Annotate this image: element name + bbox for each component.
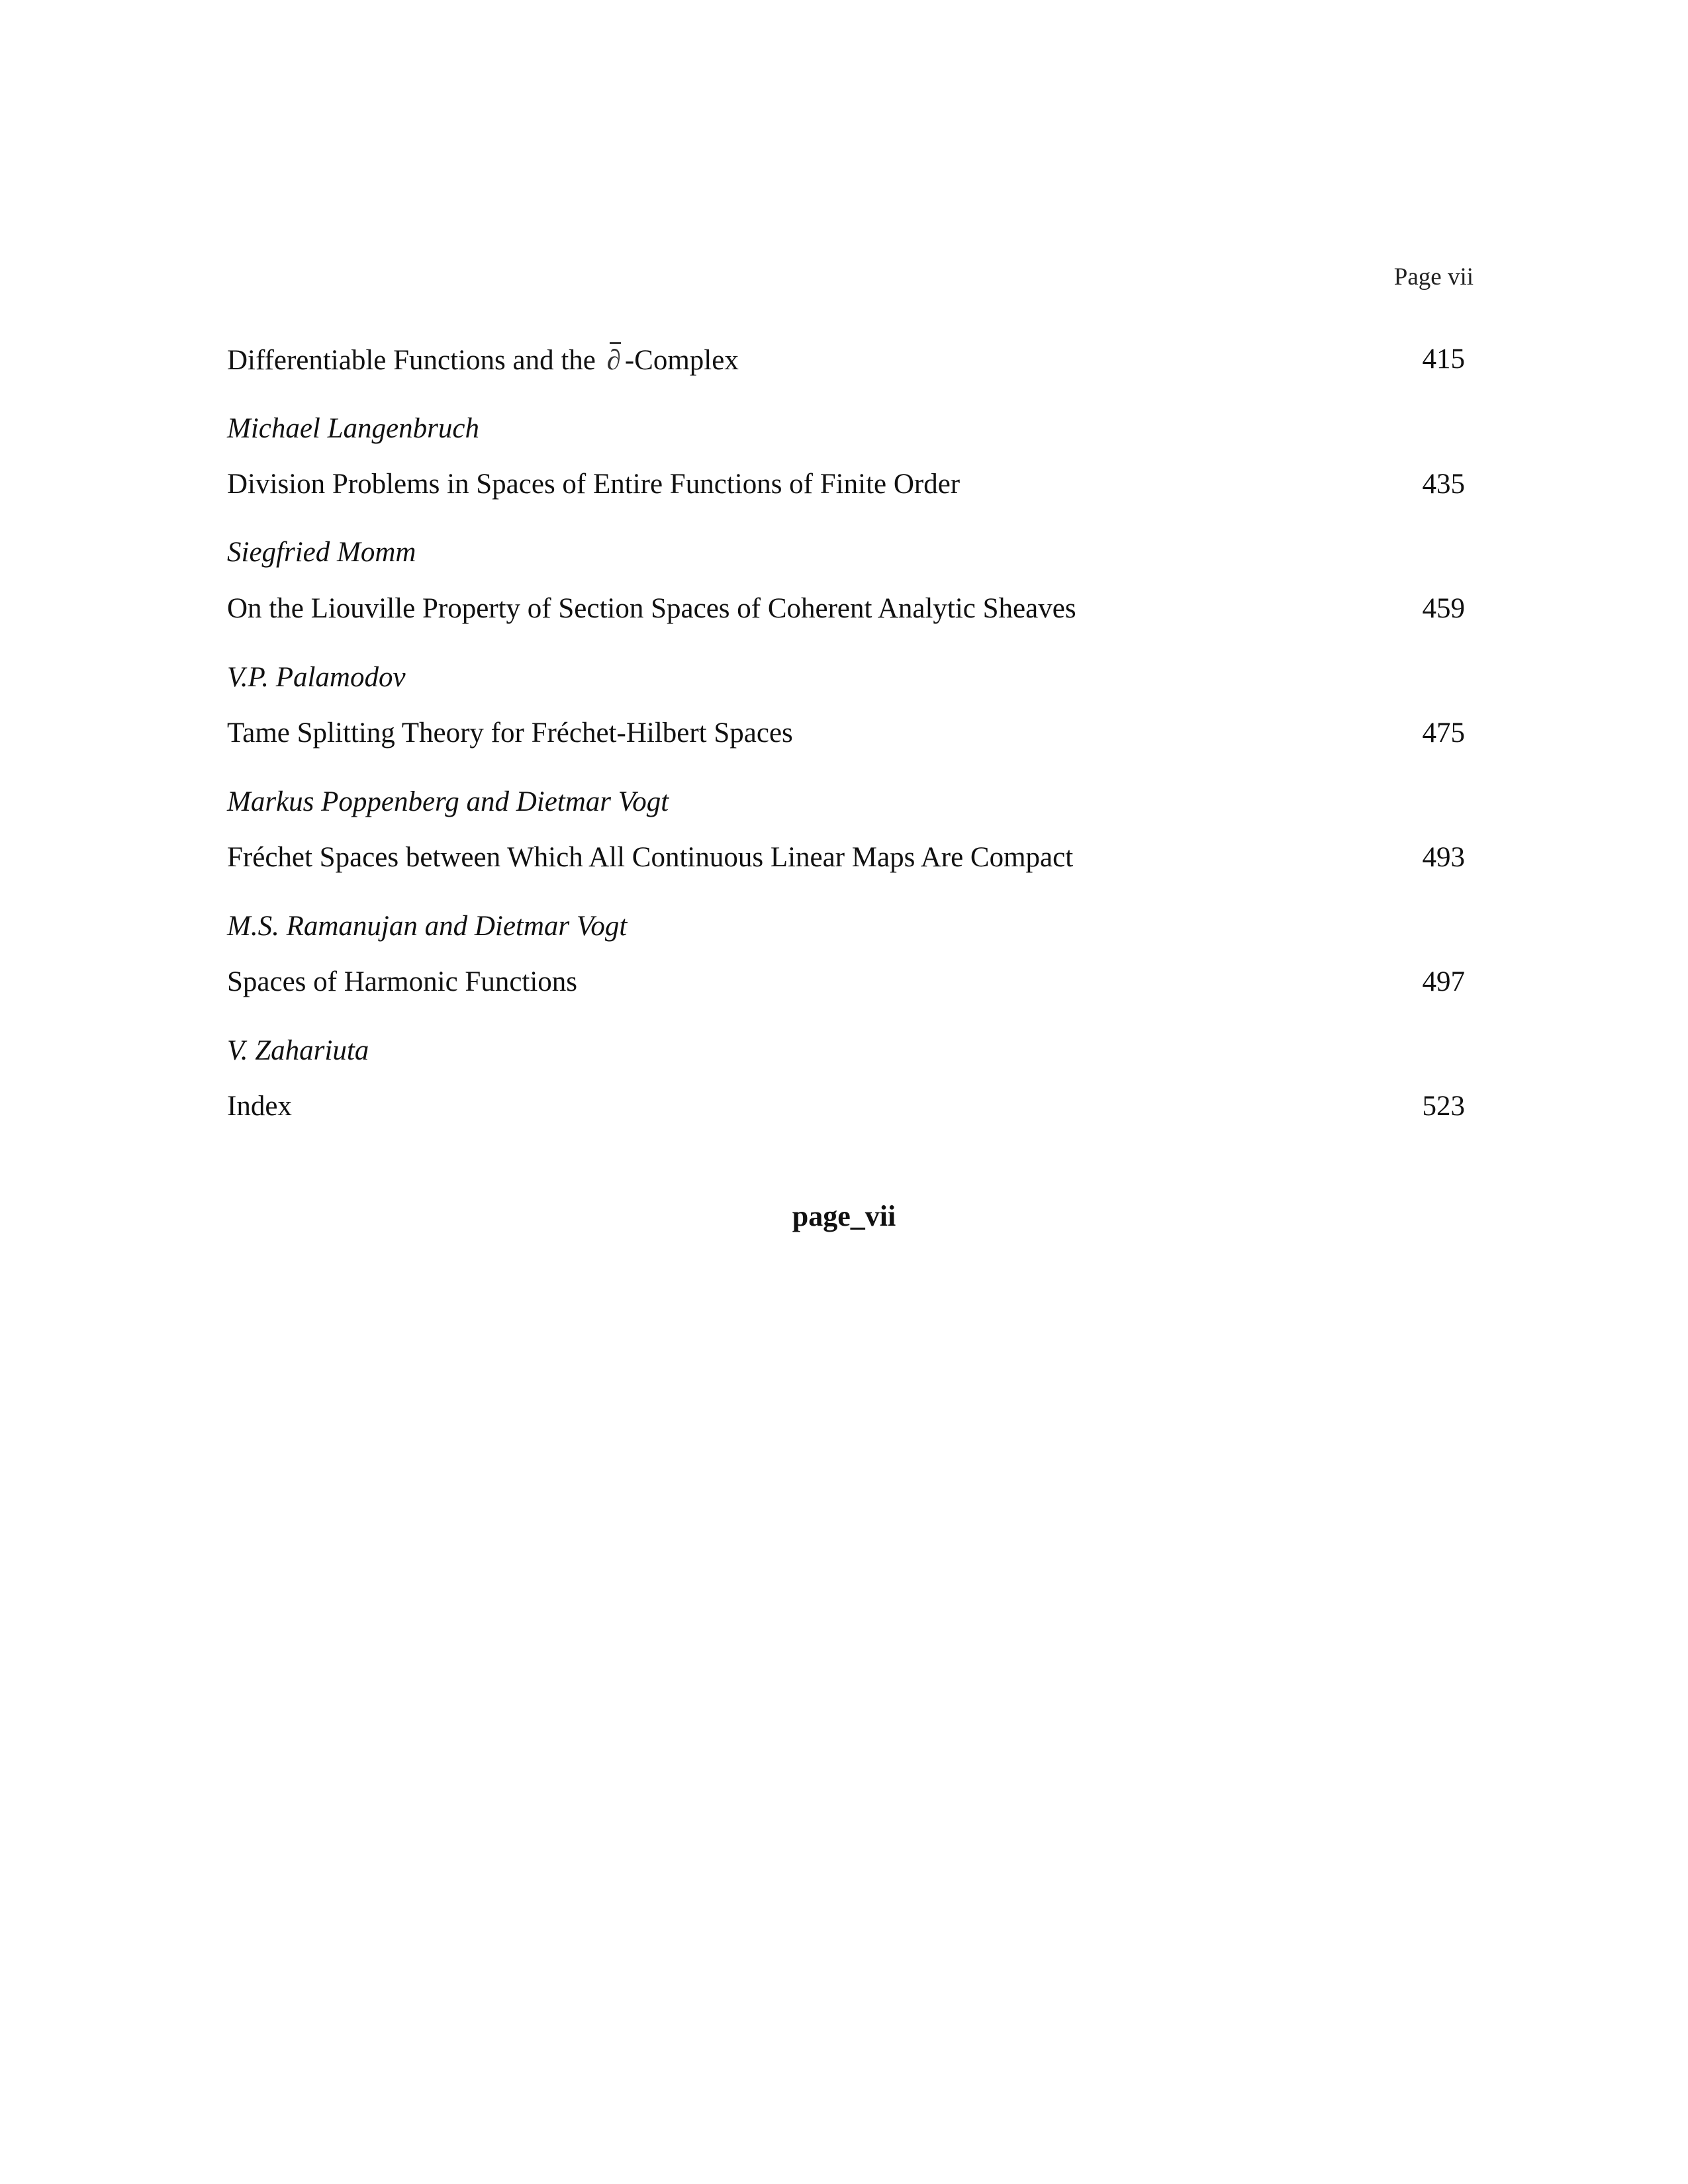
- page-footer-label: page_vii: [792, 1200, 896, 1232]
- toc-author: V.P. Palamodov: [227, 662, 406, 693]
- toc-entry-title: [227, 346, 739, 375]
- toc-entry-page: 523: [1422, 1091, 1465, 1122]
- toc-entry-title-text: -Complex: [624, 345, 739, 376]
- toc-entry-page: 493: [1422, 842, 1465, 873]
- toc-author: Michael Langenbruch: [227, 413, 479, 444]
- toc-author: Siegfried Momm: [227, 537, 416, 568]
- toc-entry-page: 497: [1422, 966, 1465, 997]
- toc-entry-page: 459: [1422, 593, 1465, 624]
- dbar-symbol: ∂: [603, 346, 625, 375]
- toc-entry-title: On the Liouville Property of Section Spaces of Coherent Analytic Sheaves: [227, 593, 1076, 624]
- toc-author: Markus Poppenberg and Dietmar Vogt: [227, 786, 669, 817]
- toc-entry-title-text: Differentiable Functions and the: [227, 345, 596, 376]
- toc-author: M.S. Ramanujan and Dietmar Vogt: [227, 911, 628, 942]
- toc-entry-title: Division Problems in Spaces of Entire Functions of Finite Order: [227, 469, 961, 500]
- toc-author: V. Zahariuta: [227, 1035, 369, 1066]
- toc-entry-page: 435: [1422, 469, 1465, 500]
- toc-entry-page: 475: [1422, 717, 1465, 749]
- toc-entry-page: 415: [1422, 343, 1465, 375]
- toc-entry-title: Spaces of Harmonic Functions: [227, 966, 578, 997]
- toc-entry-title: Fréchet Spaces between Which All Continuous Linear Maps Are Compact: [227, 842, 1074, 873]
- toc-entry-title: Tame Splitting Theory for Fréchet-Hilbert Spaces: [227, 717, 793, 749]
- page-header-label: Page vii: [1393, 263, 1474, 291]
- toc-entry-title: Index: [227, 1091, 292, 1122]
